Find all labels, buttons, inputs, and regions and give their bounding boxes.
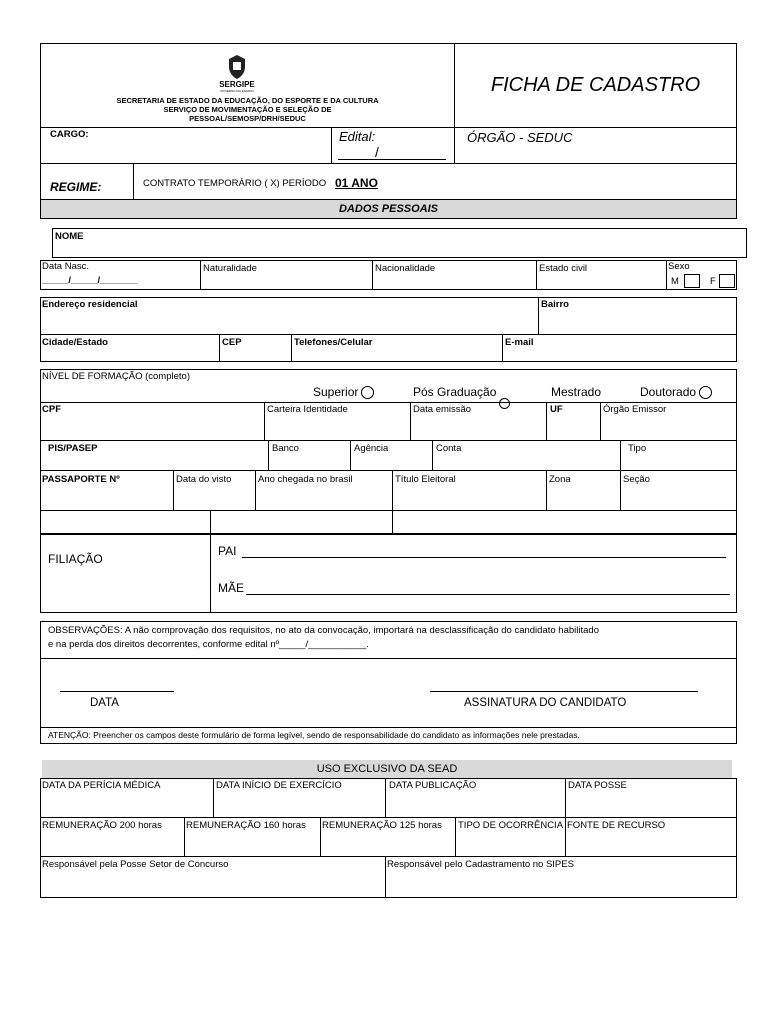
address-block bbox=[40, 297, 737, 362]
superior-radio[interactable] bbox=[361, 386, 374, 399]
sead-fonte-recurso: FONTE DE RECURSO bbox=[567, 820, 666, 831]
passaporte-label: PASSAPORTE Nº bbox=[42, 474, 120, 485]
sead-title: USO EXCLUSIVO DA SEAD bbox=[316, 763, 458, 775]
mae-line[interactable] bbox=[246, 594, 730, 595]
org-line-2: SERVIÇO DE MOVIMENTAÇÃO E SELEÇÃO DE bbox=[163, 105, 332, 114]
filiacao-label: FILIAÇÃO bbox=[48, 552, 103, 566]
org-line-3: PESSOAL/SEMOSP/DRH/SEDUC bbox=[189, 114, 306, 123]
endereco-label: Endereço residencial bbox=[42, 299, 138, 310]
data-nasc-label: Data Nasc. bbox=[42, 261, 89, 272]
sead-tipo-ocorrencia: TIPO DE OCORRÊNCIA bbox=[458, 820, 564, 831]
sead-publicacao: DATA PUBLICAÇÃO bbox=[389, 780, 477, 791]
agencia-label: Agência bbox=[354, 443, 389, 454]
data-visto-label: Data do visto bbox=[176, 474, 232, 485]
sead-rem125: REMUNERAÇÃO 125 horas bbox=[322, 820, 442, 831]
sergipe-logo bbox=[212, 54, 262, 96]
sexo-m-checkbox[interactable] bbox=[684, 274, 700, 288]
shield-icon bbox=[227, 54, 247, 80]
sexo-label: Sexo bbox=[668, 261, 690, 272]
sead-resp-posse: Responsável pela Posse Setor de Concurso bbox=[42, 859, 229, 870]
assinatura-label: ASSINATURA DO CANDIDATO bbox=[464, 697, 627, 709]
sead-posse: DATA POSSE bbox=[568, 780, 627, 791]
cidade-estado-label: Cidade/Estado bbox=[42, 337, 108, 348]
sead-table bbox=[40, 778, 737, 898]
data-nasc-slashes[interactable]: _____/_____/_______ bbox=[42, 275, 138, 286]
sexo-f-label: F bbox=[710, 276, 716, 287]
sead-inicio: DATA INÍCIO DE EXERCÍCIO bbox=[216, 780, 342, 791]
sead-resp-cadastro: Responsável pelo Cadastramento no SIPES bbox=[387, 859, 574, 870]
orgao-emissor-label: Órgão Emissor bbox=[603, 404, 667, 415]
nome-label: NOME bbox=[55, 231, 84, 242]
email-label: E-mail bbox=[505, 337, 534, 348]
pai-label: PAI bbox=[218, 544, 237, 558]
doutorado-label: Doutorado bbox=[640, 385, 697, 399]
doutorado-option[interactable] bbox=[640, 385, 712, 399]
cargo-label: CARGO: bbox=[50, 129, 89, 140]
atencao-text: ATENÇÃO: Preencher os campos deste formulário de forma legível, sendo de responsabilidade do candidato as informações nele prestadas. bbox=[48, 730, 580, 740]
sexo-m-label: M bbox=[671, 276, 679, 287]
sead-rem160: REMUNERAÇÃO 160 horas bbox=[186, 820, 306, 831]
pos-graduacao-option[interactable] bbox=[413, 385, 496, 399]
logo-subtext: GOVERNO DO ESTADO bbox=[220, 89, 254, 93]
sead-rem200: REMUNERAÇÃO 200 horas bbox=[42, 820, 162, 831]
contrato-text: CONTRATO TEMPORÁRIO ( X) PERÍODO bbox=[143, 178, 327, 189]
sead-pericia: DATA DA PERÍCIA MÉDICA bbox=[42, 780, 161, 791]
tipo-label: Tipo bbox=[628, 443, 647, 454]
mae-label: MÃE bbox=[218, 581, 245, 595]
uf-label: UF bbox=[550, 404, 563, 415]
pos-graduacao-radio[interactable] bbox=[499, 398, 510, 409]
org-header bbox=[45, 96, 450, 123]
superior-label: Superior bbox=[313, 385, 359, 399]
org-line-1: SECRETARIA DE ESTADO DA EDUCAÇÃO, DO ESPORTE E DA CULTURA bbox=[116, 96, 379, 105]
carteira-label: Carteira Identidade bbox=[267, 404, 348, 415]
sead-title-bar bbox=[42, 760, 732, 778]
sexo-f-checkbox[interactable] bbox=[719, 274, 735, 288]
doutorado-radio[interactable] bbox=[699, 386, 712, 399]
pai-line[interactable] bbox=[242, 557, 726, 558]
conta-label: Conta bbox=[436, 443, 462, 454]
data-emissao-label: Data emissão bbox=[413, 404, 472, 415]
cep-label: CEP bbox=[222, 337, 242, 348]
mestrado-label: Mestrado bbox=[551, 385, 602, 399]
observacoes-line-2: e na perda dos direitos decorrentes, conforme edital nº_____/___________. bbox=[48, 639, 369, 650]
orgao-label: ÓRGÃO - SEDUC bbox=[467, 130, 573, 145]
titulo-eleitoral-label: Título Eleitoral bbox=[395, 474, 456, 485]
filiacao-block bbox=[40, 534, 737, 613]
nome-field[interactable] bbox=[52, 228, 747, 258]
edital-slash: / bbox=[375, 144, 379, 160]
observacoes-line-1: OBSERVAÇÕES: A não comprovação dos requisitos, no ato da convocação, importará na desclassificação do candidato habilitado bbox=[48, 625, 599, 636]
regime-label: REGIME: bbox=[50, 180, 102, 194]
naturalidade-label: Naturalidade bbox=[203, 263, 257, 274]
nivel-formacao-label: NÍVEL DE FORMAÇÃO (completo) bbox=[42, 371, 190, 382]
cpf-label: CPF bbox=[42, 404, 61, 415]
edital-label: Edital: bbox=[339, 129, 376, 144]
telefones-label: Telefones/Celular bbox=[294, 337, 373, 348]
data-signature-line[interactable] bbox=[60, 691, 174, 692]
section-dados-label: DADOS PESSOAIS bbox=[338, 203, 439, 215]
nacionalidade-label: Nacionalidade bbox=[375, 263, 436, 274]
ano-chegada-label: Ano chegada no brasil bbox=[258, 474, 353, 485]
estado-civil-label: Estado civil bbox=[539, 263, 588, 274]
periodo-value[interactable]: 01 ANO bbox=[335, 176, 378, 190]
bairro-label: Bairro bbox=[541, 299, 569, 310]
logo-text: SERGIPE bbox=[219, 80, 255, 89]
form-title: FICHA DE CADASTRO bbox=[490, 74, 701, 96]
superior-option[interactable] bbox=[313, 385, 374, 399]
section-dados-pessoais bbox=[40, 199, 737, 219]
mestrado-option[interactable] bbox=[551, 385, 601, 399]
zona-label: Zona bbox=[549, 474, 571, 485]
pos-graduacao-label: Pós Graduação bbox=[413, 385, 497, 399]
assinatura-line[interactable] bbox=[430, 691, 698, 692]
secao-label: Seção bbox=[623, 474, 650, 485]
pis-label: PIS/PASEP bbox=[48, 443, 98, 454]
data-signature-label: DATA bbox=[90, 697, 119, 709]
banco-label: Banco bbox=[272, 443, 299, 454]
